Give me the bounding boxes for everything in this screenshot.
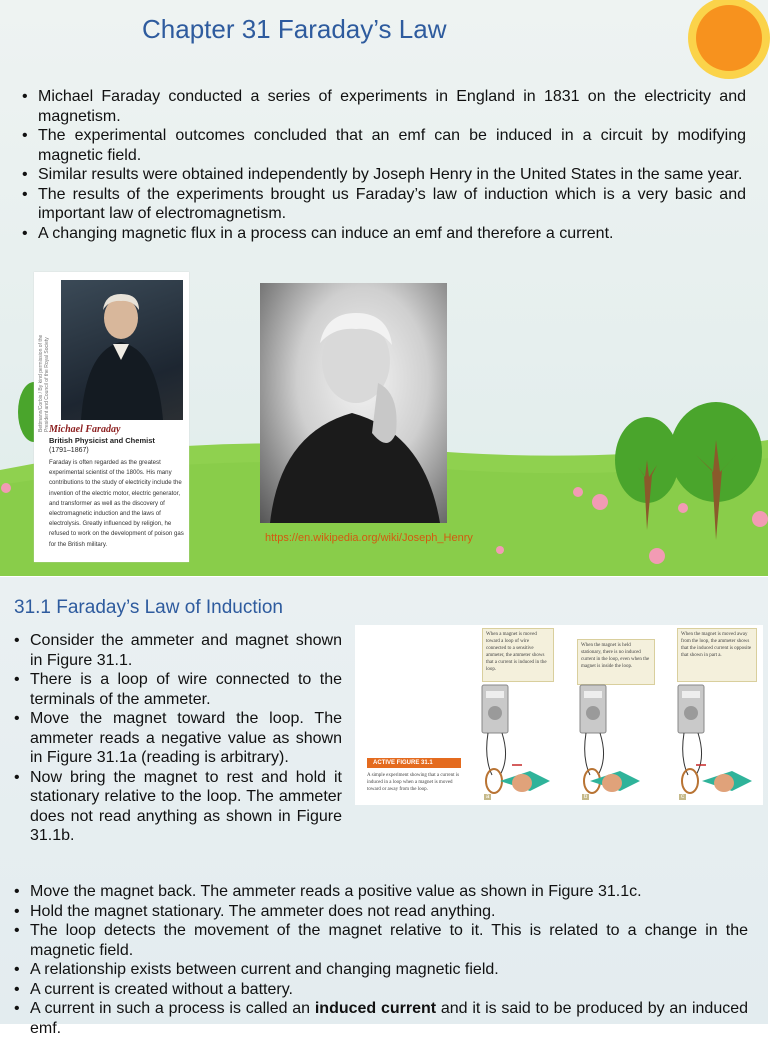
section-title: 31.1 Faraday’s Law of Induction bbox=[14, 597, 283, 618]
figure-part-b-label: b bbox=[584, 794, 588, 800]
induced-current-term: induced current bbox=[314, 1000, 437, 1017]
photo-credit: Bettmann/Corbis / By kind permission of the President and Council of the Royal Society bbox=[38, 334, 50, 432]
intro-bullet-list bbox=[20, 87, 746, 243]
faraday-description: Faraday is often regarded as the greatest experimental scientist of the 1800s. His many contributions to the study of electricity include the invention of the electric motor, electric generator, and transformer as well as the discovery of electromagnetic induction and the laws of electrolysis. Greatly influenced by religion, he refused to work on the development of poison gas for the British military. bbox=[49, 459, 184, 548]
figure-part-c-label: c bbox=[681, 794, 684, 800]
joseph-henry-portrait-image bbox=[260, 283, 447, 523]
list-item: • Hold the magnet stationary. The ammeter does not read anything. bbox=[12, 902, 748, 922]
figure-callout-a: When a magnet is moved toward a loop of wire connected to a sensitive ammeter, the ammeter shows that a current is induced in the loop. bbox=[482, 628, 554, 682]
list-item: • Michael Faraday conducted a series of experiments in England in 1831 on the electricity and magnetism. bbox=[20, 87, 746, 126]
slide-faradays-law-of-induction bbox=[0, 577, 768, 1037]
list-item: • The results of the experiments brought us Faraday’s law of induction which is a very basic and important law of electromagnetism. bbox=[20, 185, 746, 224]
ammeter-magnet-diagram bbox=[470, 683, 760, 798]
list-item: • Move the magnet toward the loop. The ammeter reads a negative value as shown in Figure 31.1a (reading is arbitrary). bbox=[12, 709, 342, 768]
faraday-portrait-image bbox=[61, 280, 183, 420]
list-item-induced-current bbox=[12, 999, 748, 1038]
figure-caption: A simple experiment showing that a current is induced in a loop when a magnet is moved toward or away from the loop. bbox=[367, 773, 460, 792]
list-item: • A changing magnetic flux in a process can induce an emf and therefore a current. bbox=[20, 224, 746, 244]
tree-icon bbox=[666, 400, 766, 540]
faraday-role: British Physicist and Chemist bbox=[49, 436, 155, 445]
joseph-henry-wikipedia-link[interactable]: https://en.wikipedia.org/wiki/Joseph_Henry bbox=[265, 532, 473, 544]
list-item: • The experimental outcomes concluded that an emf can be induced in a circuit by modifying magnetic field. bbox=[20, 126, 746, 165]
list-item: • Now bring the magnet to rest and hold it stationary relative to the loop. The ammeter does not read anything as shown in Figure 31.1b. bbox=[12, 768, 342, 846]
list-item: • A current is created without a battery. bbox=[12, 980, 748, 1000]
bullet-text-pre: A current in such a process is called an bbox=[30, 1000, 315, 1017]
observation-bullet-list bbox=[12, 882, 748, 1038]
figure-callout-b: When the magnet is held stationary, there is no induced current in the loop, even when the magnet is inside the loop. bbox=[577, 639, 655, 685]
faraday-name: Michael Faraday bbox=[49, 424, 121, 435]
ammeter-icon bbox=[482, 685, 508, 733]
faraday-years: (1791–1867) bbox=[49, 447, 89, 454]
list-item: • Consider the ammeter and magnet shown in Figure 31.1. bbox=[12, 631, 342, 670]
list-item: • A relationship exists between current and changing magnetic field. bbox=[12, 960, 748, 980]
experiment-bullet-list bbox=[12, 631, 342, 846]
list-item: • Move the magnet back. The ammeter reads a positive value as shown in Figure 31.1c. bbox=[12, 882, 748, 902]
figure-part-a-label: a bbox=[486, 794, 490, 800]
bullet-text-post: and it is said to be produced by an induced emf. bbox=[30, 1000, 749, 1037]
figure-callout-c: When the magnet is moved away from the loop, the ammeter shows that the induced current is opposite that shown in part a. bbox=[677, 628, 757, 682]
figure-31-1 bbox=[355, 625, 763, 805]
page-title: Chapter 31 Faraday’s Law bbox=[142, 14, 447, 44]
list-item: • Similar results were obtained independently by Joseph Henry in the United States in the same year. bbox=[20, 165, 746, 185]
faraday-biography-card bbox=[34, 272, 189, 562]
list-item: • There is a loop of wire connected to the terminals of the ammeter. bbox=[12, 670, 342, 709]
list-item: • The loop detects the movement of the magnet relative to it. This is related to a change in the magnetic field. bbox=[12, 921, 748, 960]
sun-icon bbox=[683, 0, 773, 80]
active-figure-label: ACTIVE FIGURE 31.1 bbox=[367, 758, 461, 768]
